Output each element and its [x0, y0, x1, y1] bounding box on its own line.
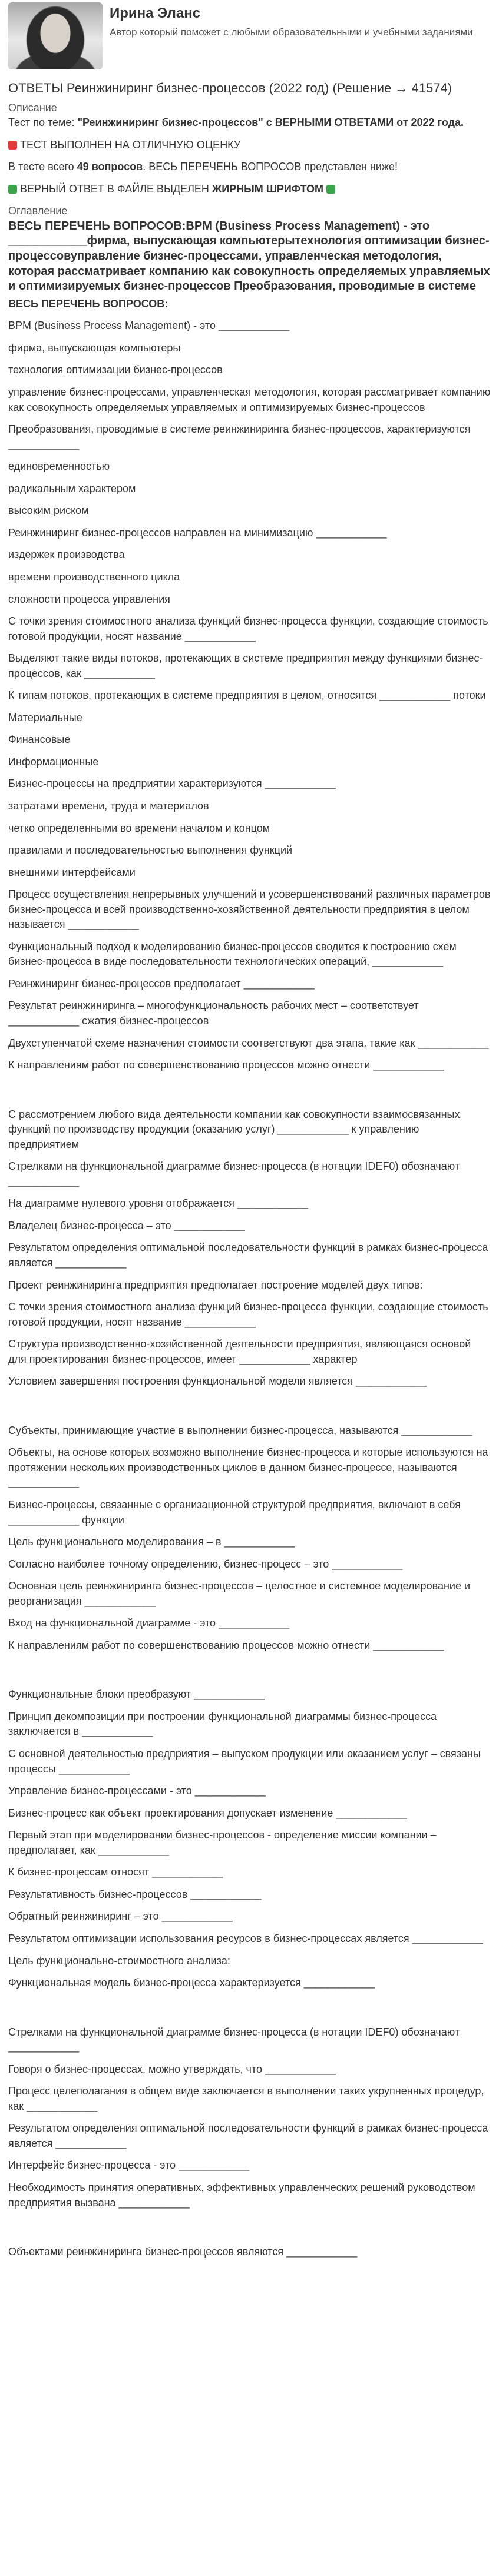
- list-item: К типам потоков, протекающих в системе предприятия в целом, относятся ____________ потоки: [8, 689, 486, 702]
- list-item: правилами и последовательностью выполнения функций: [8, 844, 293, 857]
- description-done-line: [8, 138, 491, 153]
- spacer: [8, 1998, 491, 2025]
- hundred-points-icon: [8, 141, 17, 150]
- questions-list: [8, 318, 491, 2259]
- list-item: Результативность бизнес-процессов ____________: [8, 1888, 262, 1900]
- list-item: управление бизнес-процессами, управленческая методология, которая рассматривает компанию как совокупность определяемых управляемых и оптимизируемых бизнес-процессов: [8, 386, 491, 413]
- intro-bold: "Реинжиниринг бизнес-процессов" с ВЕРНЫМИ ОТВЕТАМИ от 2022 года.: [77, 117, 464, 129]
- list-item: С основной деятельностью предприятия – выпуском продукции или оказанием услуг – связаны процессы ____________: [8, 1748, 481, 1775]
- list-item: Процесс осуществления непрерывных улучшений и усовершенствований различных параметров бизнес-процесса и всей производственно-хозяйственной деятельности предприятия в целом называется ____________: [8, 888, 491, 931]
- list-item: Стрелками на функциональной диаграмме бизнес-процесса (в нотации IDEF0) обозначают ____________: [8, 1160, 460, 1187]
- list-item: технология оптимизации бизнес-процессов: [8, 364, 223, 376]
- list-item: Бизнес-процессы на предприятии характеризуются ____________: [8, 778, 336, 790]
- list-item: Интерфейс бизнес-процесса - это ____________: [8, 2159, 250, 2172]
- list-item: четко определенными во времени началом и концом: [8, 822, 270, 834]
- list-item: Владелец бизнес-процесса – это ____________: [8, 1219, 245, 1231]
- list-item: Говоря о бизнес-процессах, можно утверждать, что ____________: [8, 2063, 336, 2075]
- list-item: К бизнес-процессам относят ____________: [8, 1866, 223, 1878]
- list-item: Первый этап при моделировании бизнес-процессов - определение миссии компании – предполагает, как ____________: [8, 1829, 437, 1856]
- check-mark-icon: [326, 185, 335, 194]
- list-item: С рассмотрением любого вида деятельности компании как совокупности взаимосвязанных функций по производству продукции (оказанию услуг) ____________ к управлению предприятием: [8, 1108, 460, 1150]
- list-item: К направлениям работ по совершенствованию процессов можно отнести ____________: [8, 1639, 444, 1651]
- spacer: [8, 1080, 491, 1107]
- list-item: Информационные: [8, 755, 99, 768]
- list-item: Объекты, на основе которых возможно выполнение бизнес-процесса и которые используются на протяжении нескольких производственных циклов в данном бизнес-процессе, называются ____________: [8, 1446, 488, 1489]
- list-item: Обратный реинжиниринг – это ____________: [8, 1910, 233, 1923]
- intro-prefix: Тест по теме:: [8, 117, 78, 129]
- check-mark-icon: [8, 185, 17, 194]
- author-info: [110, 2, 473, 39]
- list-item: Необходимость принятия оперативных, эффективных управленческих решений руководством предприятия вызвана ____________: [8, 2181, 475, 2209]
- list-item: Основная цель реинжиниринга бизнес-процессов – целостное и системное моделирование и реорганизация ____________: [8, 1580, 471, 1607]
- list-item: единовременностью: [8, 460, 110, 473]
- list-item: Стрелками на функциональной диаграмме бизнес-процесса (в нотации IDEF0) обозначают ____________: [8, 2026, 460, 2053]
- author-description: Автор который поможет с любыми образовательными и учебными заданиями: [110, 26, 473, 38]
- list-item: Процесс целеполагания в общем виде заключается в выполнении таких укрупненных процедур, как ____________: [8, 2085, 484, 2112]
- list-item: С точки зрения стоимостного анализа функций бизнес-процесса функции, создающие стоимость готовой продукции, носят название ____________: [8, 615, 488, 642]
- list-item: высоким риском: [8, 504, 89, 517]
- correct-bold: ЖИРНЫМ ШРИФТОМ: [212, 182, 324, 195]
- spacer: [8, 1660, 491, 1687]
- list-item: Реинжиниринг бизнес-процессов направлен на минимизацию ____________: [8, 526, 387, 539]
- list-item: BPM (Business Process Management) - это ____________: [8, 320, 290, 332]
- list-item: С точки зрения стоимостного анализа функций бизнес-процесса функции, создающие стоимость готовой продукции, носят название ____________: [8, 1301, 488, 1328]
- count-suffix: . ВЕСЬ ПЕРЕЧЕНЬ ВОПРОСОВ представлен ниже!: [143, 161, 398, 173]
- list-item: Управление бизнес-процессами - это ____________: [8, 1785, 266, 1797]
- toc-label: Оглавление: [8, 205, 68, 217]
- description-intro: [8, 115, 491, 131]
- questions-list-heading: ВЕСЬ ПЕРЕЧЕНЬ ВОПРОСОВ:: [8, 297, 168, 310]
- list-item: Материальные: [8, 711, 82, 723]
- list-item: Результатом оптимизации использования ресурсов в бизнес-процессах является ____________: [8, 1932, 483, 1944]
- author-name[interactable]: Ирина Эланс: [110, 5, 201, 21]
- list-item: На диаграмме нулевого уровня отображается ____________: [8, 1197, 308, 1210]
- list-item: Принцип декомпозиции при построении функциональной диаграммы бизнес-процесса заключается в ____________: [8, 1710, 437, 1738]
- list-item: К направлениям работ по совершенствованию процессов можно отнести ____________: [8, 1059, 444, 1071]
- correct-prefix: ВЕРНЫЙ ОТВЕТ В ФАЙЛЕ ВЫДЕЛЕН: [20, 182, 212, 195]
- list-item: Цель функционально-стоимостного анализа:: [8, 1954, 230, 1967]
- list-item: Результат реинжиниринга – многофункциональность рабочих мест – соответствует ____________ сжатия бизнес-процессов: [8, 1000, 419, 1027]
- spacer: [8, 2218, 491, 2245]
- list-item: Субъекты, принимающие участие в выполнении бизнес-процесса, называются ____________: [8, 1424, 472, 1436]
- spacer: [8, 1396, 491, 1423]
- description-block: [8, 115, 491, 197]
- list-item: издержек производства: [8, 549, 125, 561]
- list-item: Функциональная модель бизнес-процесса характеризуется ____________: [8, 1977, 375, 1989]
- list-item: Цель функционального моделирования – в ____________: [8, 1536, 295, 1548]
- list-item: Функциональные блоки преобразуют ____________: [8, 1688, 265, 1701]
- list-item: Результатом определения оптимальной последовательности функций в рамках бизнес-процесса является ____________: [8, 1241, 488, 1269]
- list-item: Бизнес-процесс как объект проектирования допускает изменение ____________: [8, 1807, 407, 1819]
- description-correct: [8, 182, 491, 197]
- list-item: Объектами реинжиниринга бизнес-процессов являются ____________: [8, 2246, 358, 2258]
- list-item: Преобразования, проводимые в системе реинжиниринга бизнес-процессов, характеризуются ____________: [8, 423, 471, 450]
- toc-heading[interactable]: ВЕСЬ ПЕРЕЧЕНЬ ВОПРОСОВ:BPM (Business Process Management) - это ____________фирма, выпускающая компьютерытехнология оптимизации бизнес-процессовуправление бизнес-процессами, управленческая методология, которая рассматривает компанию как совокупность определяемых управляемых и оптимизируемых бизнес-процессов Преобразования, проводимые в системе: [8, 219, 490, 293]
- list-item: Реинжиниринг бизнес-процессов предполагает ____________: [8, 977, 315, 990]
- list-item: сложности процесса управления: [8, 593, 170, 605]
- done-line-text: ТЕСТ ВЫПОЛНЕН НА ОТЛИЧНУЮ ОЦЕНКУ: [20, 138, 241, 151]
- list-item: Функциональный подход к моделированию бизнес-процессов сводится к построению схем бизнес-процесса в виде последовательности технологических операций, ____________: [8, 940, 457, 968]
- author-card: [8, 0, 491, 72]
- list-item: затратами времени, труда и материалов: [8, 799, 209, 812]
- page-title: ОТВЕТЫ Реинжиниринг бизнес-процессов (2022 год) (Решение → 41574): [8, 81, 452, 95]
- list-item: Результатом определения оптимальной последовательности функций в рамках бизнес-процесса является ____________: [8, 2122, 488, 2149]
- list-item: Вход на функциональной диаграмме - это ____________: [8, 1617, 290, 1629]
- description-label: Описание: [8, 101, 57, 114]
- list-item: радикальным характером: [8, 482, 136, 494]
- list-item: Согласно наиболее точному определению, бизнес-процесс – это ____________: [8, 1558, 403, 1570]
- author-avatar[interactable]: [8, 2, 103, 69]
- list-item: Выделяют такие виды потоков, протекающих в системе предприятия между функциями бизнес-процессов, как ____________: [8, 652, 483, 679]
- count-prefix: В тесте всего: [8, 161, 77, 173]
- list-item: Финансовые: [8, 733, 71, 746]
- count-bold: 49 вопросов: [77, 161, 143, 173]
- list-item: фирма, выпускающая компьютеры: [8, 341, 181, 354]
- list-item: внешними интерфейсами: [8, 866, 136, 878]
- list-item: Условием завершения построения функциональной модели является ____________: [8, 1375, 427, 1387]
- list-item: Структура производственно-хозяйственной деятельности предприятия, являющаяся основой для проектирования бизнес-процессов, имеет ____________ характер: [8, 1338, 471, 1365]
- list-item: времени производственного цикла: [8, 570, 180, 583]
- list-item: Проект реинжиниринга предприятия предполагает построение моделей двух типов:: [8, 1279, 423, 1291]
- list-item: Бизнес-процессы, связанные с организационной структурой предприятия, включают в себя ____________ функции: [8, 1499, 461, 1526]
- description-count: [8, 160, 491, 175]
- list-item: Двухступенчатой схеме назначения стоимости соответствуют два этапа, такие как ____________: [8, 1037, 489, 1049]
